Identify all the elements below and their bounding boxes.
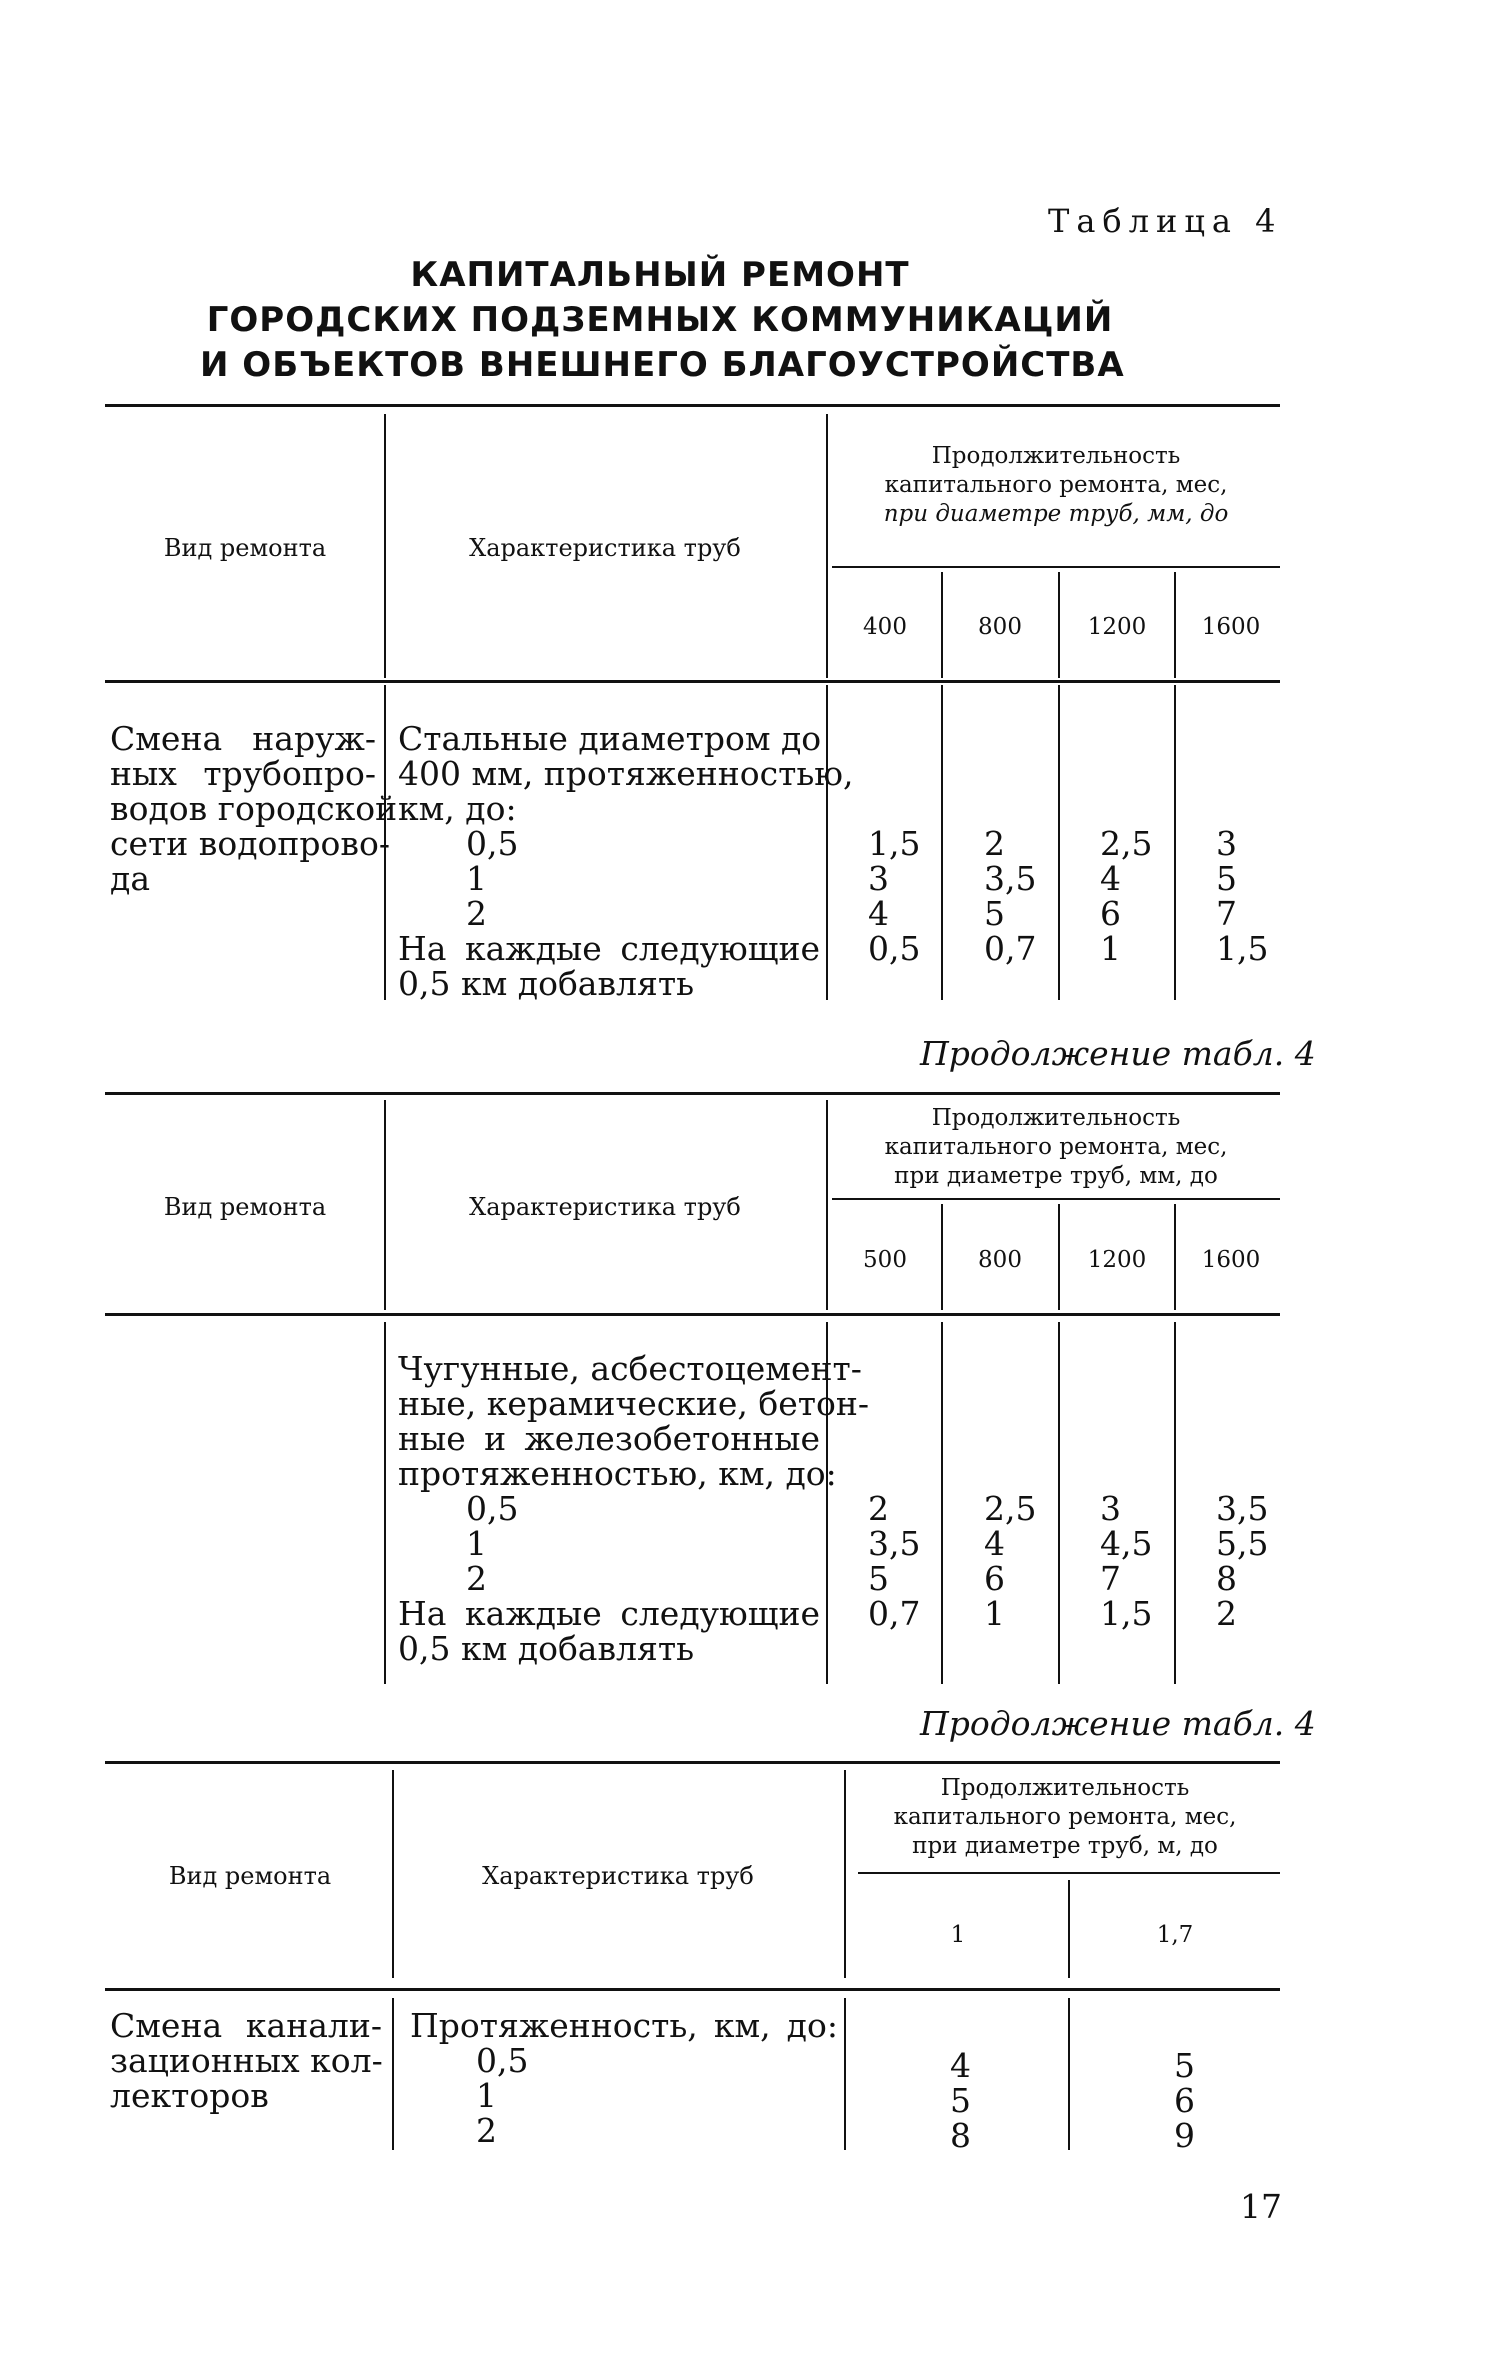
table-1-cell: 6	[1100, 894, 1121, 933]
table-2-cell: 3,5	[868, 1524, 921, 1563]
table-3-duration-header-line: Продолжительность	[940, 1775, 1190, 1801]
table-1-subheader-rule	[832, 566, 1280, 568]
table-2-length-label: 1	[466, 1524, 487, 1563]
table-3-top-rule	[105, 1761, 1280, 1764]
table-1-tail-line: 0,5 км добавлять	[398, 964, 695, 1003]
table-1-cell: 5	[984, 894, 1005, 933]
table-2-cell: 8	[1216, 1559, 1237, 1598]
table-2-cell: 6	[984, 1559, 1005, 1598]
table-2-desc-line: Чугунные, асбестоцемент-	[398, 1349, 862, 1388]
table-1-divider	[1058, 685, 1060, 1000]
table-1-duration-header-line: при диаметре труб, мм, до	[883, 501, 1229, 527]
table-3-cell: 8	[950, 2116, 971, 2155]
table-2-desc-line: протяженностью, км, до:	[398, 1454, 837, 1493]
table-1-col-repair-header: Вид ремонта	[163, 534, 327, 562]
table-3-duration-header-line: капитального ремонта, мес,	[893, 1804, 1237, 1830]
table-3-divider	[392, 1998, 394, 2150]
table-1-repair-line: ных трубопро-	[110, 754, 376, 793]
table-2-cell: 5	[868, 1559, 889, 1598]
table-1-repair-line: водов городской	[110, 789, 398, 828]
table-1-cell: 1,5	[868, 824, 921, 863]
table-2-cell: 3,5	[1216, 1489, 1269, 1528]
table-1-cell: 2	[984, 824, 1005, 863]
table-2-diameter: 1600	[1201, 1247, 1261, 1273]
table-2-diameter: 800	[978, 1247, 1022, 1273]
table-2-duration-header-line: Продолжительность	[931, 1105, 1181, 1131]
table-2-diameter: 500	[863, 1247, 907, 1273]
table-1-cell: 7	[1216, 894, 1237, 933]
table-2-cell: 0,7	[868, 1594, 921, 1633]
title-line-1: КАПИТАЛЬНЫЙ РЕМОНТ	[410, 255, 910, 295]
table-1-cell: 4	[868, 894, 889, 933]
table-3-divider	[392, 1770, 394, 1978]
table-2-duration-header-line: при диаметре труб, мм, до	[894, 1163, 1218, 1189]
table-3-repair-line: лекторов	[110, 2076, 269, 2115]
table-3-cell: 5	[1174, 2046, 1195, 2085]
table-2-length-label: 0,5	[466, 1489, 519, 1528]
title-line-3: И ОБЪЕКТОВ ВНЕШНЕГО БЛАГОУСТРОЙСТВА	[200, 345, 1125, 385]
table-2-cell: 3	[1100, 1489, 1121, 1528]
table-3-col-repair-header: Вид ремонта	[168, 1862, 332, 1890]
table-1-repair-line: Смена наруж-	[110, 719, 376, 758]
table-1-length-label: На каждые следующие	[398, 929, 820, 968]
table-2-cell: 2,5	[984, 1489, 1037, 1528]
table-1-length-label: 1	[466, 859, 487, 898]
table-2-top-rule	[105, 1092, 1280, 1095]
table-2-col-repair-header: Вид ремонта	[163, 1193, 327, 1221]
table-1-cell: 1,5	[1216, 929, 1269, 968]
table-1-cell: 3,5	[984, 859, 1037, 898]
table-3-repair-line: зационных кол-	[110, 2041, 383, 2080]
table-1-diameter: 1200	[1087, 614, 1147, 640]
table-3-length-label: 0,5	[476, 2041, 529, 2080]
table-2-header-rule	[105, 1313, 1280, 1316]
table-3-divider	[844, 1770, 846, 1978]
table-3-divider	[1068, 1998, 1070, 2150]
title-line-2: ГОРОДСКИХ ПОДЗЕМНЫХ КОММУНИКАЦИЙ	[206, 300, 1114, 340]
table-1-divider	[384, 414, 386, 678]
table-3-cell: 6	[1174, 2081, 1195, 2120]
table-1-divider	[1174, 685, 1176, 1000]
table-1-length-label: 0,5	[466, 824, 519, 863]
table-1-col-pipes-header: Характеристика труб	[469, 534, 741, 562]
table-2-subheader-rule	[832, 1198, 1280, 1200]
table-3-header-rule	[105, 1988, 1280, 1991]
table-2-divider	[384, 1322, 386, 1684]
table-1-desc-line: Стальные диаметром до	[398, 719, 822, 758]
table-2-desc-line: ные и железобетонные	[398, 1419, 820, 1458]
table-1-cell: 0,7	[984, 929, 1037, 968]
table-3-desc-first: Протяженность, км, до:	[410, 2006, 838, 2045]
table-2-length-label: 2	[466, 1559, 487, 1598]
table-2-tail-line: 0,5 км добавлять	[398, 1629, 695, 1668]
table-2-cell: 5,5	[1216, 1524, 1269, 1563]
table-2-divider	[941, 1322, 943, 1684]
table-1-divider	[941, 685, 943, 1000]
continuation-label: Продолжение табл. 4	[920, 1704, 1316, 1743]
continuation-label: Продолжение табл. 4	[920, 1034, 1316, 1073]
table-3-length-label: 1	[476, 2076, 497, 2115]
table-1-repair-line: сети водопрово-	[110, 824, 390, 863]
table-1-duration-header-line: Продолжительность	[931, 443, 1181, 469]
table-1-diameter: 400	[863, 614, 907, 640]
table-3-duration-header-line: при диаметре труб, м, до	[912, 1833, 1218, 1859]
table-1-desc-line: 400 мм, протяженностью,	[398, 754, 854, 793]
table-3-length-label: 2	[476, 2111, 497, 2150]
table-1-cell: 2,5	[1100, 824, 1153, 863]
table-1-repair-line: да	[110, 859, 150, 898]
table-1-duration-header-line: капитального ремонта, мес,	[884, 472, 1228, 498]
table-1-divider	[826, 414, 828, 678]
table-2-cell: 1,5	[1100, 1594, 1153, 1633]
table-3-cell: 5	[950, 2081, 971, 2120]
table-1-cell: 0,5	[868, 929, 921, 968]
table-1-divider	[826, 685, 828, 1000]
table-1-cell: 4	[1100, 859, 1121, 898]
table-2-divider	[826, 1100, 828, 1310]
table-1-length-label: 2	[466, 894, 487, 933]
table-2-desc-line: ные, керамические, бетон-	[398, 1384, 870, 1423]
table-2-length-label: На каждые следующие	[398, 1594, 820, 1633]
table-1-top-rule	[105, 404, 1280, 407]
table-2-cell: 4,5	[1100, 1524, 1153, 1563]
table-2-divider	[1174, 1322, 1176, 1684]
table-3-subheader-rule	[858, 1872, 1280, 1874]
table-3-diameter: 1	[950, 1922, 966, 1948]
table-2-cell: 2	[868, 1489, 889, 1528]
table-1-diameter: 800	[978, 614, 1022, 640]
table-1-desc-line: км, до:	[398, 789, 517, 828]
table-2-divider	[1058, 1322, 1060, 1684]
table-1-cell: 1	[1100, 929, 1121, 968]
table-3-cell: 9	[1174, 2116, 1195, 2155]
table-1-cell: 3	[1216, 824, 1237, 863]
table-2-divider	[384, 1100, 386, 1310]
table-label: Таблица 4	[1048, 202, 1283, 240]
table-3-col-pipes-header: Характеристика труб	[482, 1862, 754, 1890]
table-3-cell: 4	[950, 2046, 971, 2085]
table-2-col-pipes-header: Характеристика труб	[469, 1193, 741, 1221]
table-3-repair-line: Смена канали-	[110, 2006, 382, 2045]
table-1-header-rule	[105, 680, 1280, 683]
table-1-cell: 5	[1216, 859, 1237, 898]
page-number: 17	[1240, 2187, 1282, 2226]
table-3-divider	[844, 1998, 846, 2150]
table-2-cell: 4	[984, 1524, 1005, 1563]
table-2-cell: 7	[1100, 1559, 1121, 1598]
table-2-diameter: 1200	[1087, 1247, 1147, 1273]
table-1-diameter: 1600	[1201, 614, 1261, 640]
table-2-duration-header-line: капитального ремонта, мес,	[884, 1134, 1228, 1160]
table-2-cell: 1	[984, 1594, 1005, 1633]
table-3-diameter: 1,7	[1156, 1922, 1194, 1948]
table-2-cell: 2	[1216, 1594, 1237, 1633]
table-1-cell: 3	[868, 859, 889, 898]
